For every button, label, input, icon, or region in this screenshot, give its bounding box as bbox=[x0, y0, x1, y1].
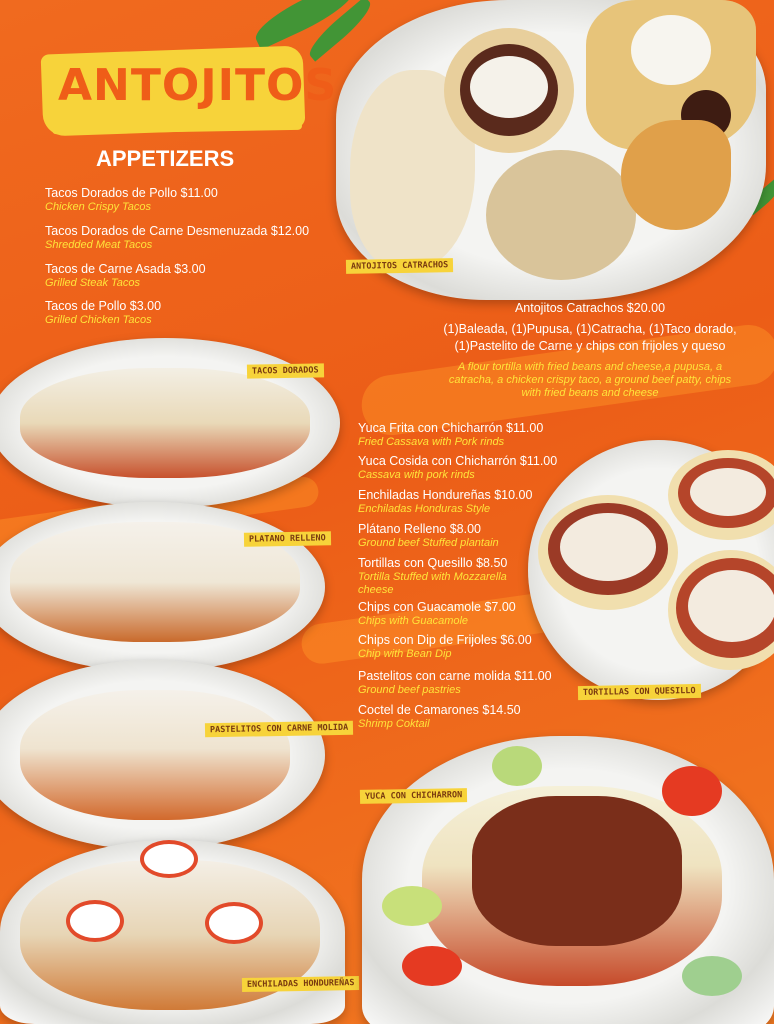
page-subtitle: APPETIZERS bbox=[96, 146, 235, 171]
pastelitos-image bbox=[0, 660, 325, 850]
tag-enchiladas: ENCHILADAS HONDUREÑAS bbox=[242, 976, 360, 992]
menu-item: Chips con Dip de Frijoles $6.00 Chip with Bean Dip bbox=[358, 633, 532, 660]
page-title: ANTOJITOS bbox=[58, 60, 338, 111]
yuca-con-chicharron-image bbox=[362, 736, 774, 1024]
menu-item: Tortillas con Quesillo $8.50 Tortilla Stuffed with Mozzarella cheese bbox=[358, 556, 508, 596]
menu-item: Coctel de Camarones $14.50 Shrimp Coktail bbox=[358, 703, 521, 730]
pastelito-image bbox=[621, 120, 731, 230]
platano-relleno-image bbox=[0, 502, 325, 672]
menu-item: Tacos Dorados de Pollo $11.00 Chicken Crispy Tacos bbox=[45, 186, 218, 213]
enchiladas-image bbox=[0, 840, 345, 1024]
platter-image bbox=[336, 0, 766, 300]
pupusa-image bbox=[486, 150, 636, 280]
menu-item: Plátano Relleno $8.00 Ground beef Stuffed plantain bbox=[358, 522, 499, 549]
menu-item: Pastelitos con carne molida $11.00 Ground beef pastries bbox=[358, 669, 552, 696]
catrachos-line1: (1)Baleada, (1)Pupusa, (1)Catracha, (1)Taco dorado, bbox=[443, 322, 737, 336]
tag-pastelitos: PASTELITOS CON CARNE MOLIDA bbox=[205, 721, 353, 738]
menu-item: Tacos Dorados de Carne Desmenuzada $12.00 Shredded Meat Tacos bbox=[45, 224, 310, 251]
menu-item: Yuca Cosida con Chicharrón $11.00 Cassava with pork rinds bbox=[358, 454, 558, 481]
catracha-image bbox=[444, 28, 574, 153]
catrachos-item bbox=[440, 300, 740, 400]
tag-yuca: YUCA CON CHICHARRON bbox=[360, 788, 467, 804]
menu-item: Tacos de Carne Asada $3.00 Grilled Steak Tacos bbox=[45, 262, 206, 289]
catrachos-name: Antojitos Catrachos $20.00 bbox=[514, 301, 666, 315]
catrachos-desc: A flour tortilla with fried beans and cheese,a pupusa, a catracha, a chicken crispy taco, a ground beef patty, chips with fried beans and cheese bbox=[448, 361, 732, 399]
tortillas-con-quesillo-image bbox=[528, 440, 774, 700]
tag-tacos-dorados: TACOS DORADOS bbox=[247, 363, 324, 378]
tag-platano-relleno: PLATANO RELLENO bbox=[244, 531, 331, 547]
menu-item: Tacos de Pollo $3.00 Grilled Chicken Tacos bbox=[45, 299, 162, 326]
tag-tortillas: TORTILLAS CON QUESILLO bbox=[578, 684, 701, 700]
menu-item: Chips con Guacamole $7.00 Chips with Guacamole bbox=[358, 600, 516, 627]
tag-antojitos-catrachos: ANTOJITOS CATRACHOS bbox=[346, 258, 453, 274]
catrachos-line2: (1)Pastelito de Carne y chips con frijoles y queso bbox=[454, 339, 726, 353]
menu-item: Enchiladas Hondureñas $10.00 Enchiladas Honduras Style bbox=[358, 488, 533, 515]
menu-item: Yuca Frita con Chicharrón $11.00 Fried Cassava with Pork rinds bbox=[358, 421, 544, 448]
